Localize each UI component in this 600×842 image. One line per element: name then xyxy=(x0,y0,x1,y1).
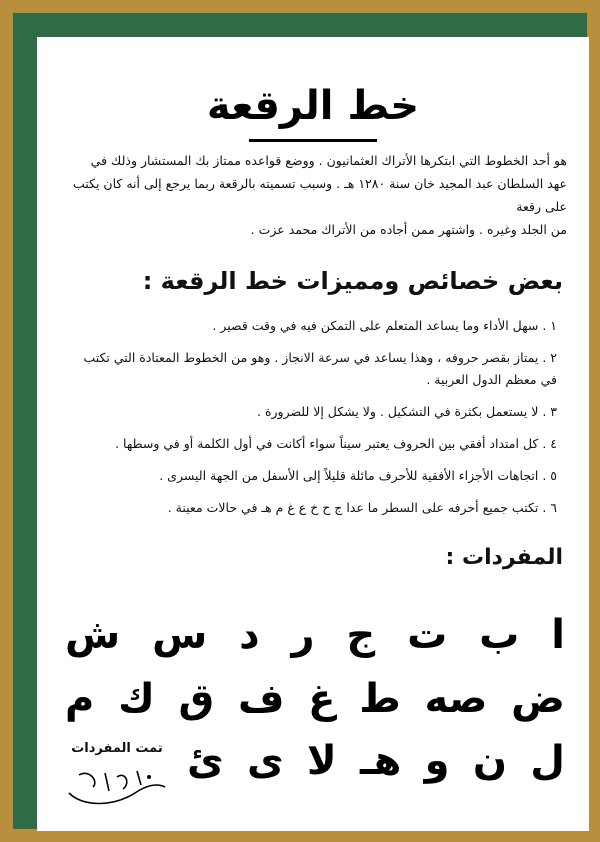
letter-glyph: و xyxy=(424,738,450,784)
closing-text: تمت المفردات xyxy=(71,741,163,756)
letter-glyph: ا xyxy=(551,612,565,658)
letter-glyph: ق xyxy=(178,676,215,722)
letter-glyph: لا xyxy=(306,738,337,784)
intro-line: عهد السلطان عبد المجيد خان سنة ١٢٨٠ هـ . وسبب تسميته بالرقعة ربما يرجع إلى أنه كان يكتب على رقعة xyxy=(73,176,567,214)
letters-row-2 xyxy=(65,669,565,729)
letters-heading: المفردات : xyxy=(445,545,563,570)
intro-line: هو أحد الخطوط التي ابتكرها الأتراك العثمانيون . ووضع قواعده ممتاز بك المستشار وذلك في xyxy=(90,153,567,168)
letters-row-1 xyxy=(65,605,565,665)
letter-glyph: غ xyxy=(308,676,336,722)
intro-paragraph xyxy=(67,149,567,241)
letter-glyph: ر xyxy=(291,612,315,658)
title-underline xyxy=(249,139,377,142)
calligraphy-page xyxy=(37,37,589,831)
feature-item: ٢ . يمتاز بقصر حروفه ، وهذا يساعد في سرعة الانجاز . وهو من الخطوط المعتادة التي تكتب في معظم الدول العربية . xyxy=(83,350,557,387)
letter-glyph: ت xyxy=(407,612,448,658)
letter-glyph: ج xyxy=(346,612,376,658)
letter-glyph: ب xyxy=(479,612,520,658)
feature-item: ٦ . تكتب جميع أحرفه على السطر ما عدا ج ح خ ع غ م هـ في حالات معينة . xyxy=(167,500,557,515)
outer-frame xyxy=(13,13,587,829)
letters-row-3 xyxy=(187,731,565,791)
letter-glyph: ى xyxy=(246,738,284,784)
letter-glyph: ل xyxy=(530,738,565,784)
features-list xyxy=(67,315,557,529)
letter-glyph: ش xyxy=(65,612,121,658)
letter-glyph: ك xyxy=(118,676,155,722)
letter-glyph: ض xyxy=(511,676,565,722)
letter-glyph: هـ xyxy=(359,738,402,784)
letter-glyph: ط xyxy=(359,676,401,722)
feature-item: ٥ . اتجاهات الأجزاء الأفقية للأحرف مائلة قليلاً إلى الأسفل من الجهة اليسرى . xyxy=(159,468,557,483)
feature-item: ١ . سهل الأداء وما يساعد المتعلم على التمكن فيه في وقت قصير . xyxy=(212,318,557,333)
closing-note xyxy=(57,741,177,811)
letter-glyph: صه xyxy=(424,676,488,722)
feature-item: ٣ . لا يستعمل بكثرة في التشكيل . ولا يشكل إلا للضرورة . xyxy=(257,404,557,419)
page-title: خط الرقعة xyxy=(206,83,420,129)
letter-glyph: ئ xyxy=(187,738,224,784)
letter-glyph: ن xyxy=(472,738,507,784)
letter-glyph: د xyxy=(239,612,260,658)
features-heading: بعض خصائص ومميزات خط الرقعة : xyxy=(142,267,563,295)
letter-glyph: م xyxy=(65,676,95,722)
intro-line: من الجلد وغيره . واشتهر ممن أجاده من الأتراك محمد عزت . xyxy=(250,222,567,237)
letter-glyph: س xyxy=(152,612,208,658)
letter-glyph: ف xyxy=(237,676,285,722)
signature-mark xyxy=(65,763,169,809)
feature-item: ٤ . كل امتداد أفقي بين الحروف يعتبر سيناً سواء أكانت في أول الكلمة أو في وسطها . xyxy=(115,436,557,451)
